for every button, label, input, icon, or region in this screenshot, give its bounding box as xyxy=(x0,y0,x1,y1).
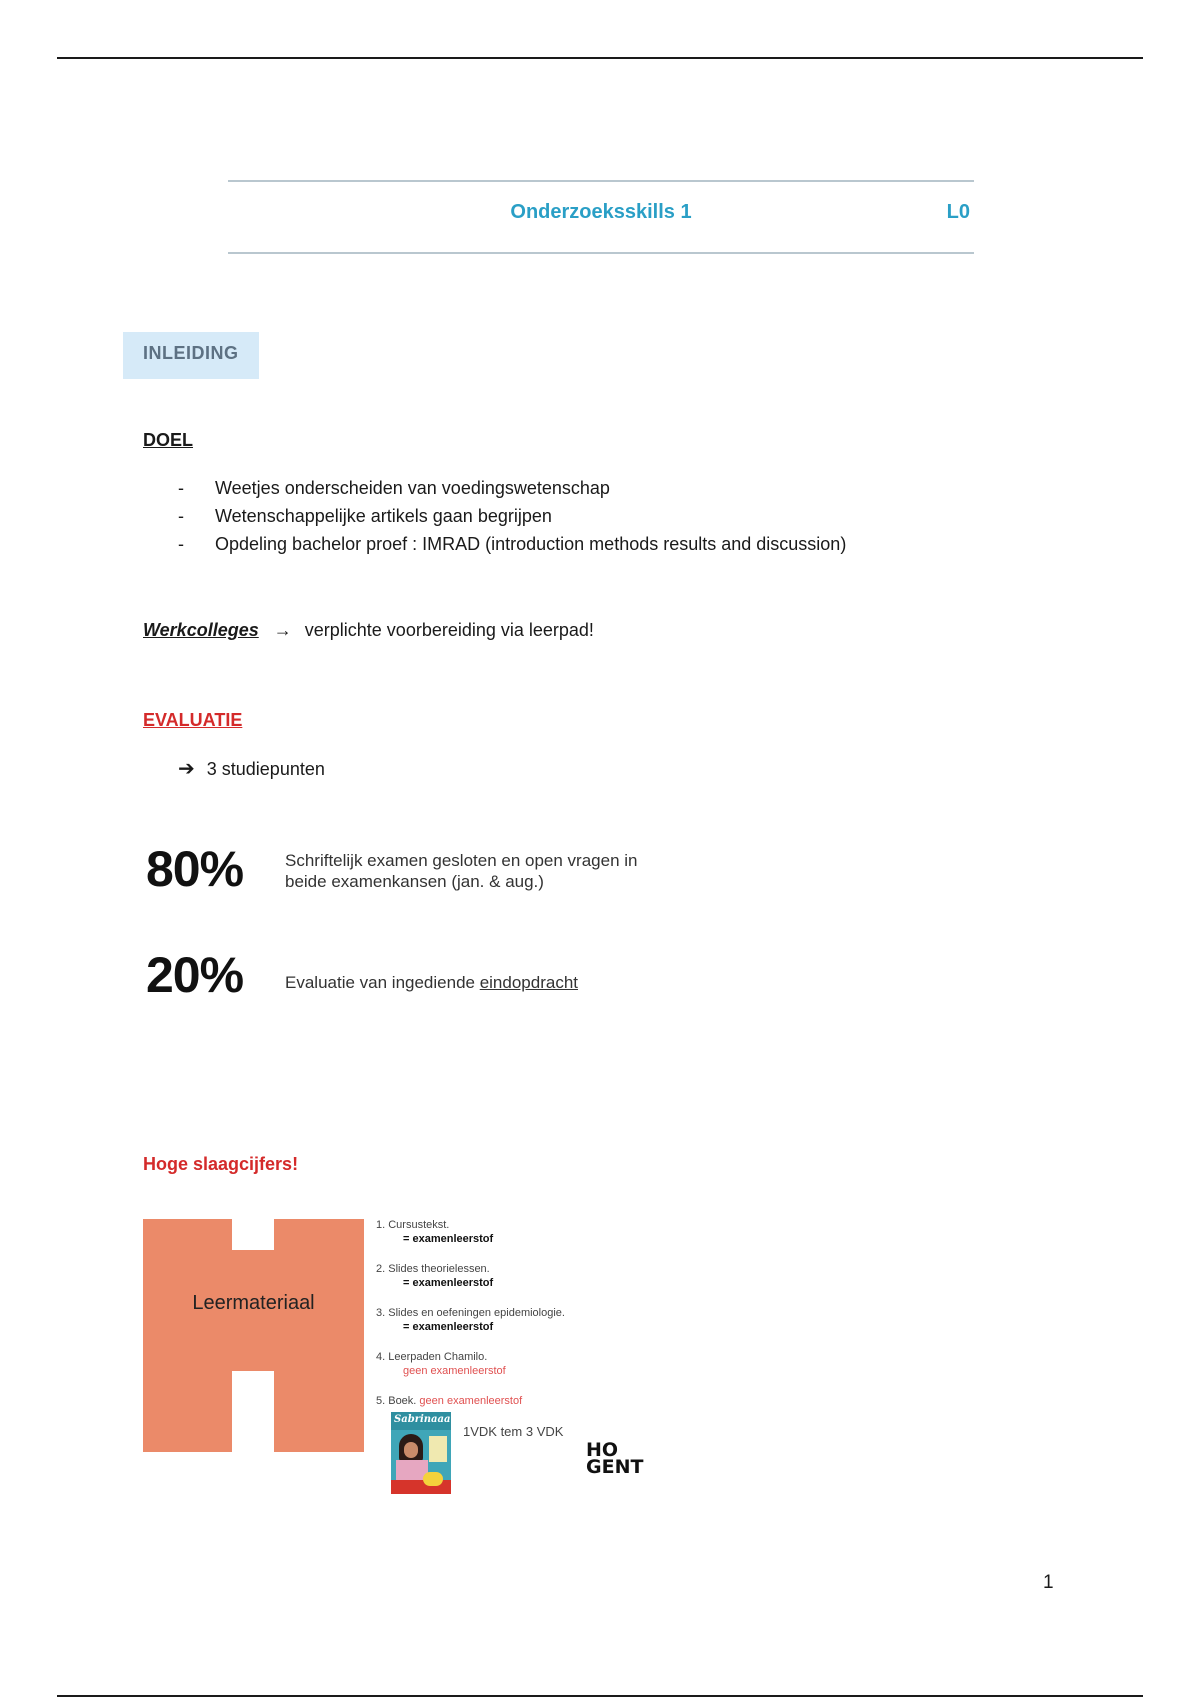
slide-heading: Hoge slaagcijfers! xyxy=(143,1154,299,1174)
header-top-rule xyxy=(228,180,974,182)
doel-heading: DOEL xyxy=(143,430,194,450)
material-item: 2. Slides theorielessen. = examenleerstof xyxy=(376,1263,494,1289)
right-arrow-icon: → xyxy=(273,620,292,640)
page-bottom-rule xyxy=(57,1695,1143,1697)
document-title: Onderzoeksskills 1 xyxy=(510,201,692,223)
material-item: 1. Cursustekst. = examenleerstof xyxy=(376,1219,494,1245)
section-heading: INLEIDING xyxy=(143,343,239,363)
studiepunten-text: 3 studiepunten xyxy=(206,759,325,779)
percent-80: 80% xyxy=(146,841,244,897)
hogent-logo: HO GENT xyxy=(586,1439,644,1478)
material-item: 5. Boek. geen examenleerstof xyxy=(376,1395,523,1407)
werkcolleges-label: Werkcolleges xyxy=(143,620,259,640)
material-item: 3. Slides en oefeningen epidemiologie. = examenleerstof xyxy=(376,1307,565,1333)
assignment-description: Evaluatie van ingediende eindopdracht xyxy=(285,973,579,992)
werkcolleges-text: verplichte voorbereiding via leerpad! xyxy=(304,620,594,640)
studiepunten-line xyxy=(178,756,325,781)
percent-20: 20% xyxy=(146,947,244,1003)
header-bottom-rule xyxy=(228,252,974,254)
book-range: 1VDK tem 3 VDK xyxy=(463,1424,564,1439)
material-item: 4. Leerpaden Chamilo. geen examenleerstof xyxy=(376,1351,506,1377)
lesson-code: L0 xyxy=(946,201,970,223)
evaluatie-heading: EVALUATIE xyxy=(143,710,243,730)
bold-arrow-icon: ➔ xyxy=(178,758,195,780)
book-title: Sabrinaaa xyxy=(394,1414,451,1425)
page-number: 1 xyxy=(1043,1572,1054,1593)
book-cover-image xyxy=(391,1412,451,1494)
page-top-rule xyxy=(57,57,1143,59)
exam-description: Schriftelijk examen gesloten en open vragen in beide examenkansen (jan. & aug.) xyxy=(285,851,638,891)
werkcolleges-line xyxy=(143,620,594,641)
graphic-label: Leermateriaal xyxy=(192,1292,315,1314)
